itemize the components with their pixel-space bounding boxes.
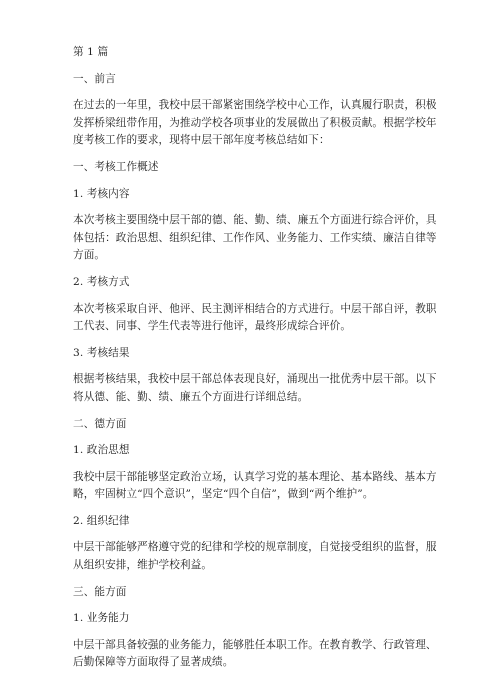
subheading-method: 2. 考核方式 xyxy=(73,275,130,288)
paragraph-result: 根据考核结果，我校中层干部总体表现良好，涌现出一批优秀中层干部。以下将从德、能、勤、绩、廉五个方面进行详细总结。 xyxy=(73,373,437,403)
subheading-content: 1. 考核内容 xyxy=(73,187,130,200)
paragraph-method: 本次考核采取自评、他评、民主测评相结合的方式进行。中层干部自评，教职工代表、同事、学生代表等进行他评，最终形成综合评价。 xyxy=(73,302,437,333)
document-body xyxy=(73,44,437,681)
heading-morality: 二、德方面 xyxy=(73,417,127,430)
heading-overview: 一、考核工作概述 xyxy=(73,160,159,173)
paragraph-professional: 中层干部具备较强的业务能力，能够胜任本职工作。在教育教学、行政管理、后勤保障等方面取得了显著成绩。 xyxy=(73,638,437,669)
heading-ability: 三、能方面 xyxy=(73,585,127,598)
paragraph-intro: 在过去的一年里，我校中层干部紧密围绕学校中心工作，认真履行职责，积极发挥桥梁纽带作用，为推动学校各项事业的发展做出了积极贡献。根据学校年度考核工作的要求，现将中层干部年度考核总结如下： xyxy=(73,99,437,147)
subheading-professional: 1. 业务能力 xyxy=(73,612,130,625)
paragraph-politics: 我校中层干部能够坚定政治立场，认真学习党的基本理论、基本路线、基本方略，牢固树立“四个意识”，坚定“四个自信”，做到“两个维护”。 xyxy=(73,470,437,501)
section-number: 第 1 篇 xyxy=(73,46,109,58)
subheading-result: 3. 考核结果 xyxy=(73,346,130,359)
paragraph-discipline: 中层干部能够严格遵守党的纪律和学校的规章制度，自觉接受组织的监督，服从组织安排，维护学校利益。 xyxy=(73,541,437,572)
paragraph-content: 本次考核主要围绕中层干部的德、能、勤、绩、廉五个方面进行综合评价，具体包括：政治思想、组织纪律、工作作风、业务能力、工作实绩、廉洁自律等方面。 xyxy=(73,214,437,262)
subheading-discipline: 2. 组织纪律 xyxy=(73,514,130,527)
heading-preface: 一、前言 xyxy=(73,72,116,85)
subheading-politics: 1. 政治思想 xyxy=(73,444,130,457)
